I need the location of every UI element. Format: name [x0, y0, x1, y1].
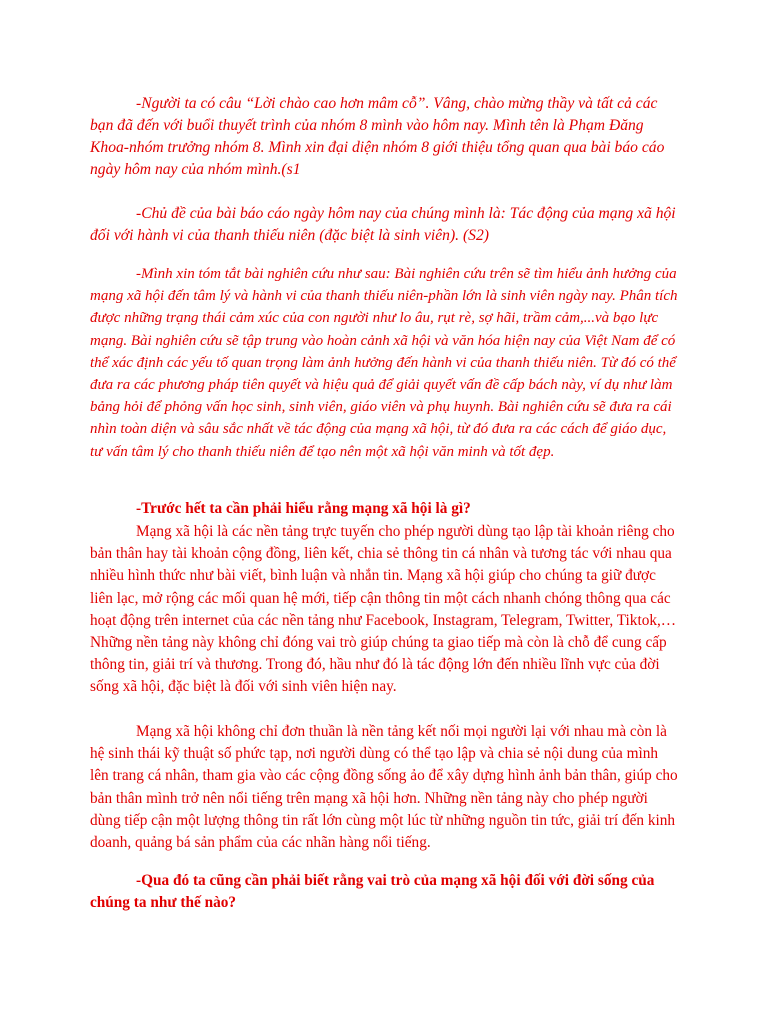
ecosystem-paragraph: Mạng xã hội không chỉ đơn thuần là nền tảng kết nối mọi người lại với nhau mà còn là hệ sinh thái kỹ thuật số phức tạp, nơi người dùng có thể tạo lập và chia sẻ nội dung của mình lên trang cá nhân, tham gia vào các cộng đồng sống ảo để xây dựng hình ảnh bản thân, giúp cho bản thân mình trở nên nổi tiếng trên mạng xã hội hơn. Những nền tảng này cho phép người dùng tiếp cận một lượng thông tin rất lớn cùng một lúc từ những nguồn tin tức, giải trí đến kinh doanh, quảng bá sản phẩm của các nhãn hàng nổi tiếng. [90, 723, 678, 852]
definition-paragraph: Mạng xã hội là các nền tảng trực tuyến cho phép người dùng tạo lập tài khoản riêng cho bản thân hay tài khoản cộng đồng, liên kết, chia sẻ thông tin cá nhân và tương tác với nhau qua nhiều hình thức như bài viết, bình luận và nhắn tin. Mạng xã hội giúp cho chúng ta giữ được liên lạc, mở rộng các mối quan hệ mới, tiếp cận thông tin một cách nhanh chóng thông qua các hoạt động trên internet của các nền tảng như Facebook, Instagram, Telegram, Twitter, Tiktok,…Những nền tảng này không chỉ đóng vai trò giúp chúng ta giao tiếp mà còn là chỗ để cung cấp thông tin, giải trí và thương. Trong đó, hầu như đó là tác động lớn đến nhiều lĩnh vực của đời sống xã hội, đặc biệt là đối với sinh viên hiện nay. [90, 523, 677, 696]
intro-paragraph: -Người ta có câu “Lời chào cao hơn mâm cỗ”. Vâng, chào mừng thầy và tất cả các bạn đã đến với buổi thuyết trình của nhóm 8 mình vào hôm nay. Mình tên là Phạm Đăng Khoa-nhóm trưởng nhóm 8. Mình xin đại diện nhóm 8 giới thiệu tổng quan qua bài báo cáo ngày hôm nay của nhóm mình.(s1 [90, 95, 665, 178]
topic-paragraph: -Chủ đề của bài báo cáo ngày hôm nay của chúng mình là: Tác động của mạng xã hội đối với hành vi của thanh thiếu niên (đặc biệt là sinh viên). (S2) [90, 205, 676, 244]
section-heading-social-network-definition: -Trước hết ta cần phải hiểu rằng mạng xã hội là gì? [136, 500, 471, 517]
summary-paragraph: -Mình xin tóm tắt bài nghiên cứu như sau: Bài nghiên cứu trên sẽ tìm hiểu ảnh hưởng của mạng xã hội đến tâm lý và hành vi của thanh thiếu niên-phần lớn là sinh viên ngày nay. Phân tích được những trạng thái cảm xúc của con người như lo âu, rụt rè, sợ hãi, trầm cảm,...và bạo lực mạng. Bài nghiên cứu sẽ tập trung vào hoàn cảnh xã hội và văn hóa hiện nay của Việt Nam để có thể xác định các yếu tố quan trọng làm ảnh hưởng đến hành vi của thanh thiếu niên. Từ đó có thể đưa ra các phương pháp tiên quyết và hiệu quả để giải quyết vấn đề cấp bách này, ví dụ như làm bảng hỏi để phỏng vấn học sinh, sinh viên, giáo viên và phụ huynh. Bài nghiên cứu sẽ đưa ra cái nhìn toàn diện và sâu sắc nhất về tác động của mạng xã hội, từ đó đưa ra các cách để giáo dục, tư vấn tâm lý cho thanh thiếu niên để tạo nên một xã hội văn minh và tốt đẹp. [90, 266, 678, 460]
section-heading-social-network-role: -Qua đó ta cũng cần phải biết rằng vai trò của mạng xã hội đối với đời sống của chúng ta như thế nào? [90, 872, 655, 912]
